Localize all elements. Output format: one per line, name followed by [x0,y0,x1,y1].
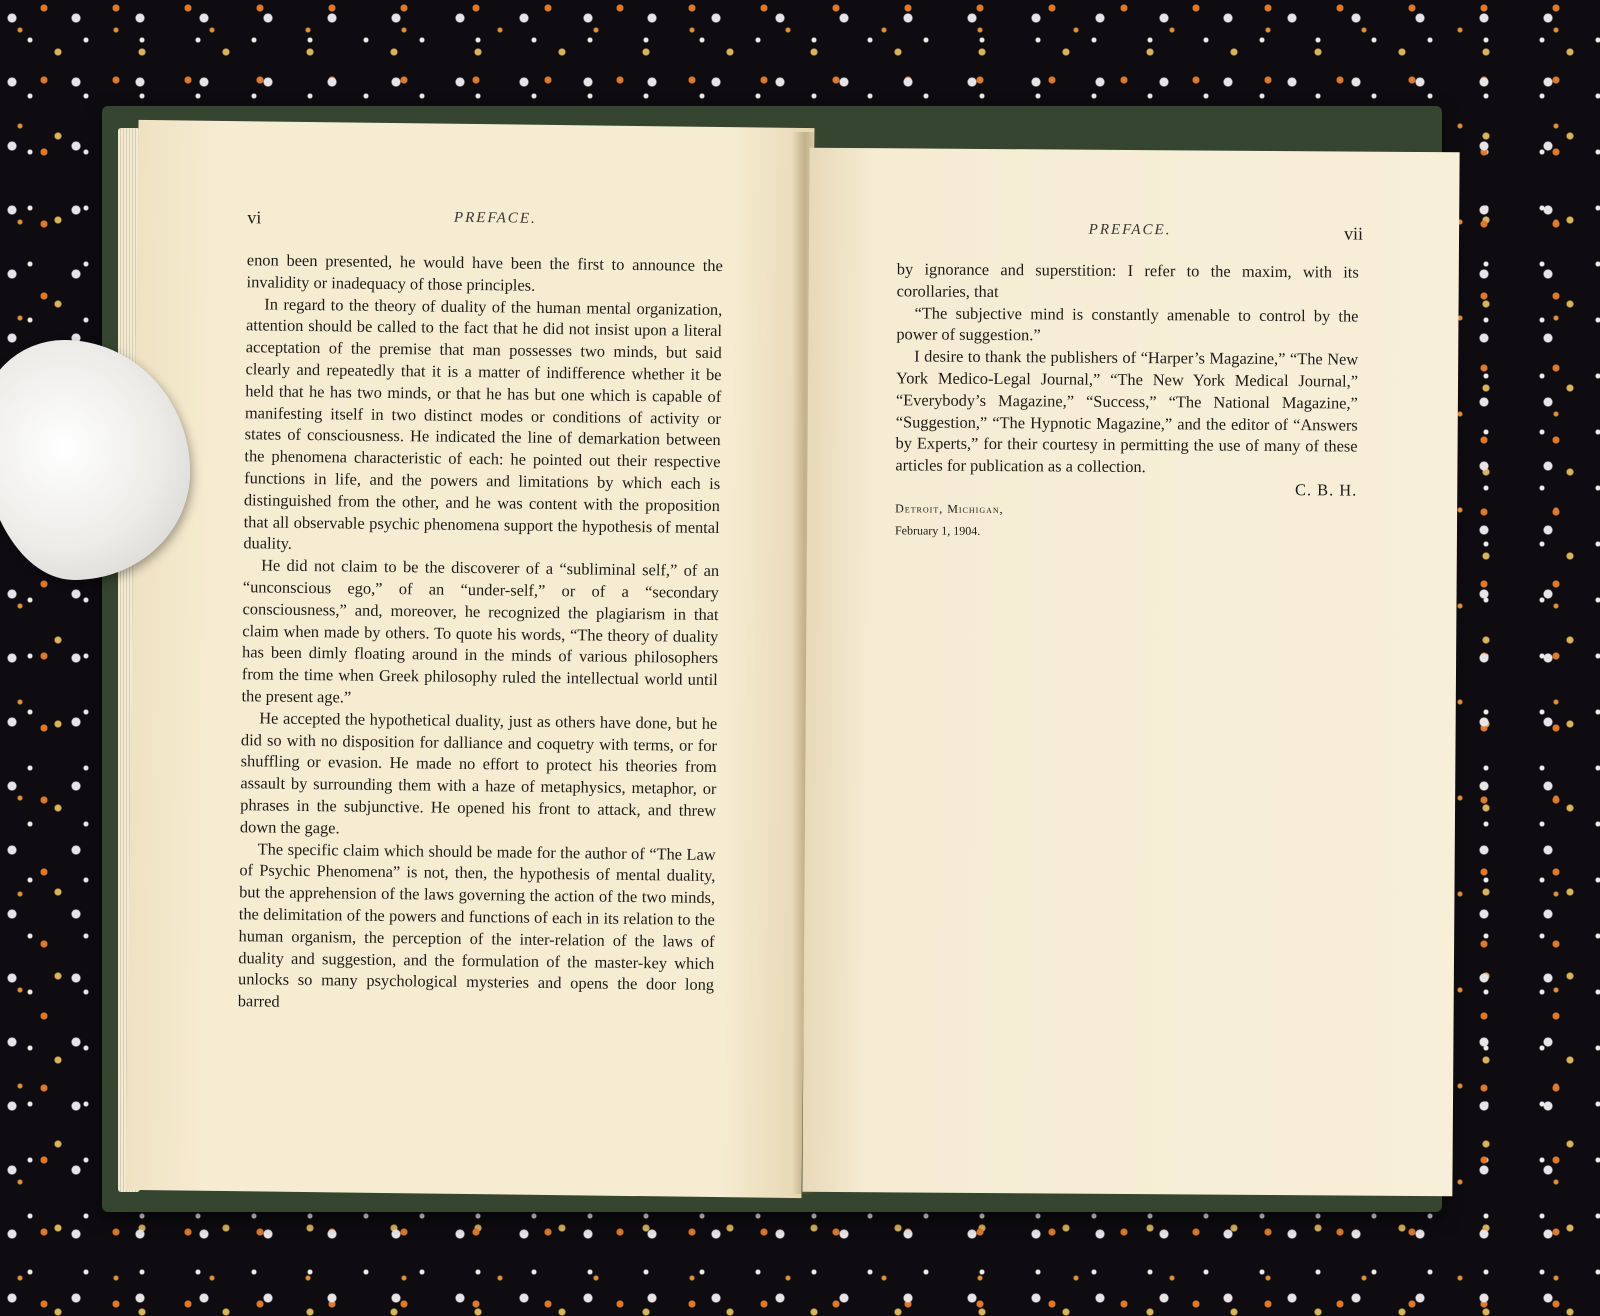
paragraph: I desire to thank the publishers of “Harper’s Magazine,” “The New York Medico-Legal Journal,” “The New York Medical Journal,” “Everybody’s Magazine,” “Success,” “The National Magazine,” “Suggestion,” “The Hypnotic Magazine,” and the editor of “Answers by Experts,” for their courtesy in permitting the use of many of these articles for publication as a collection. [895,346,1359,477]
paragraph: The specific claim which should be made for the author of “The Law of Psychic Phenomena” is not, then, the hypothesis of mental duality, but the apprehension of the laws governing the action of the two minds, the delimitation of the powers and functions of each in its relation to the human organism, the perception of the inter-relation of the laws of duality and suggestion, and the formulation of the master-key which unlocks so many psychological mysteries and opens the door long barred [237,838,716,1011]
date-line: February 1, 1904. [894,522,981,538]
right-page [802,148,1459,1197]
place-line: Detroit, Michigan, [895,501,1004,516]
right-body-text [895,258,1359,545]
signature: C. B. H. [1295,480,1358,500]
right-folio: vii [1343,223,1364,244]
left-running-title: PREFACE. [453,209,537,227]
left-body-text [238,249,723,1018]
left-page [125,120,814,1198]
paragraph: “The subjective mind is constantly amenable to control by the power of suggestion.” [896,303,1359,345]
paragraph: enon been presented, he would have been the first to announce the invalidity or inadequacy of those principles. [246,250,723,295]
paragraph: by ignorance and superstition: I refer to the maxim, with its corollaries, that [896,259,1359,301]
paragraph: He did not claim to be the discoverer of a “subliminal self,” of an “unconscious ego,” of an “under-self,” or of a “secondary consciousness,” and, moreover, he recognized the plagiarism in that claim when made by others. To quote his words, “The theory of duality has been dimly floating around in the minds of various philosophers from the time when Greek philosophy ruled the intellectual world until the present age.” [241,555,720,707]
left-folio: vi [247,207,262,228]
left-running-head [247,207,743,239]
right-running-head [897,220,1363,249]
paragraph: He accepted the hypothetical duality, just as others have done, but he did so with no disposition for dalliance and coquetry with terms, or for shuffling or evasion. He made no effort to protect his theories from assault by surrounding them with a haze of metaphysics, metaphor, or phrases in the subjunctive. He opened his front to attack, and threw down the gage. [239,708,718,838]
right-running-title: PREFACE. [1088,221,1172,239]
paragraph: In regard to the theory of duality of the human mental organization, attention should be called to the fact that he did not insist upon a literal acceptation of the premise that man possesses two minds, but said clearly and repeatedly that it is a matter of indifference whether it be held that he has two minds, or that he has but one which is capable of manifesting itself in two distinct modes or conditions of activity or states of consciousness. He indicated the line of demarkation between the phenomena characteristic of each: he pointed out their respective functions in life, and the powers and limitations by which each is distinguished from the other, and he was content with the proposition that all observable psychic phenomena support the hypothesis of mental duality. [243,294,723,554]
